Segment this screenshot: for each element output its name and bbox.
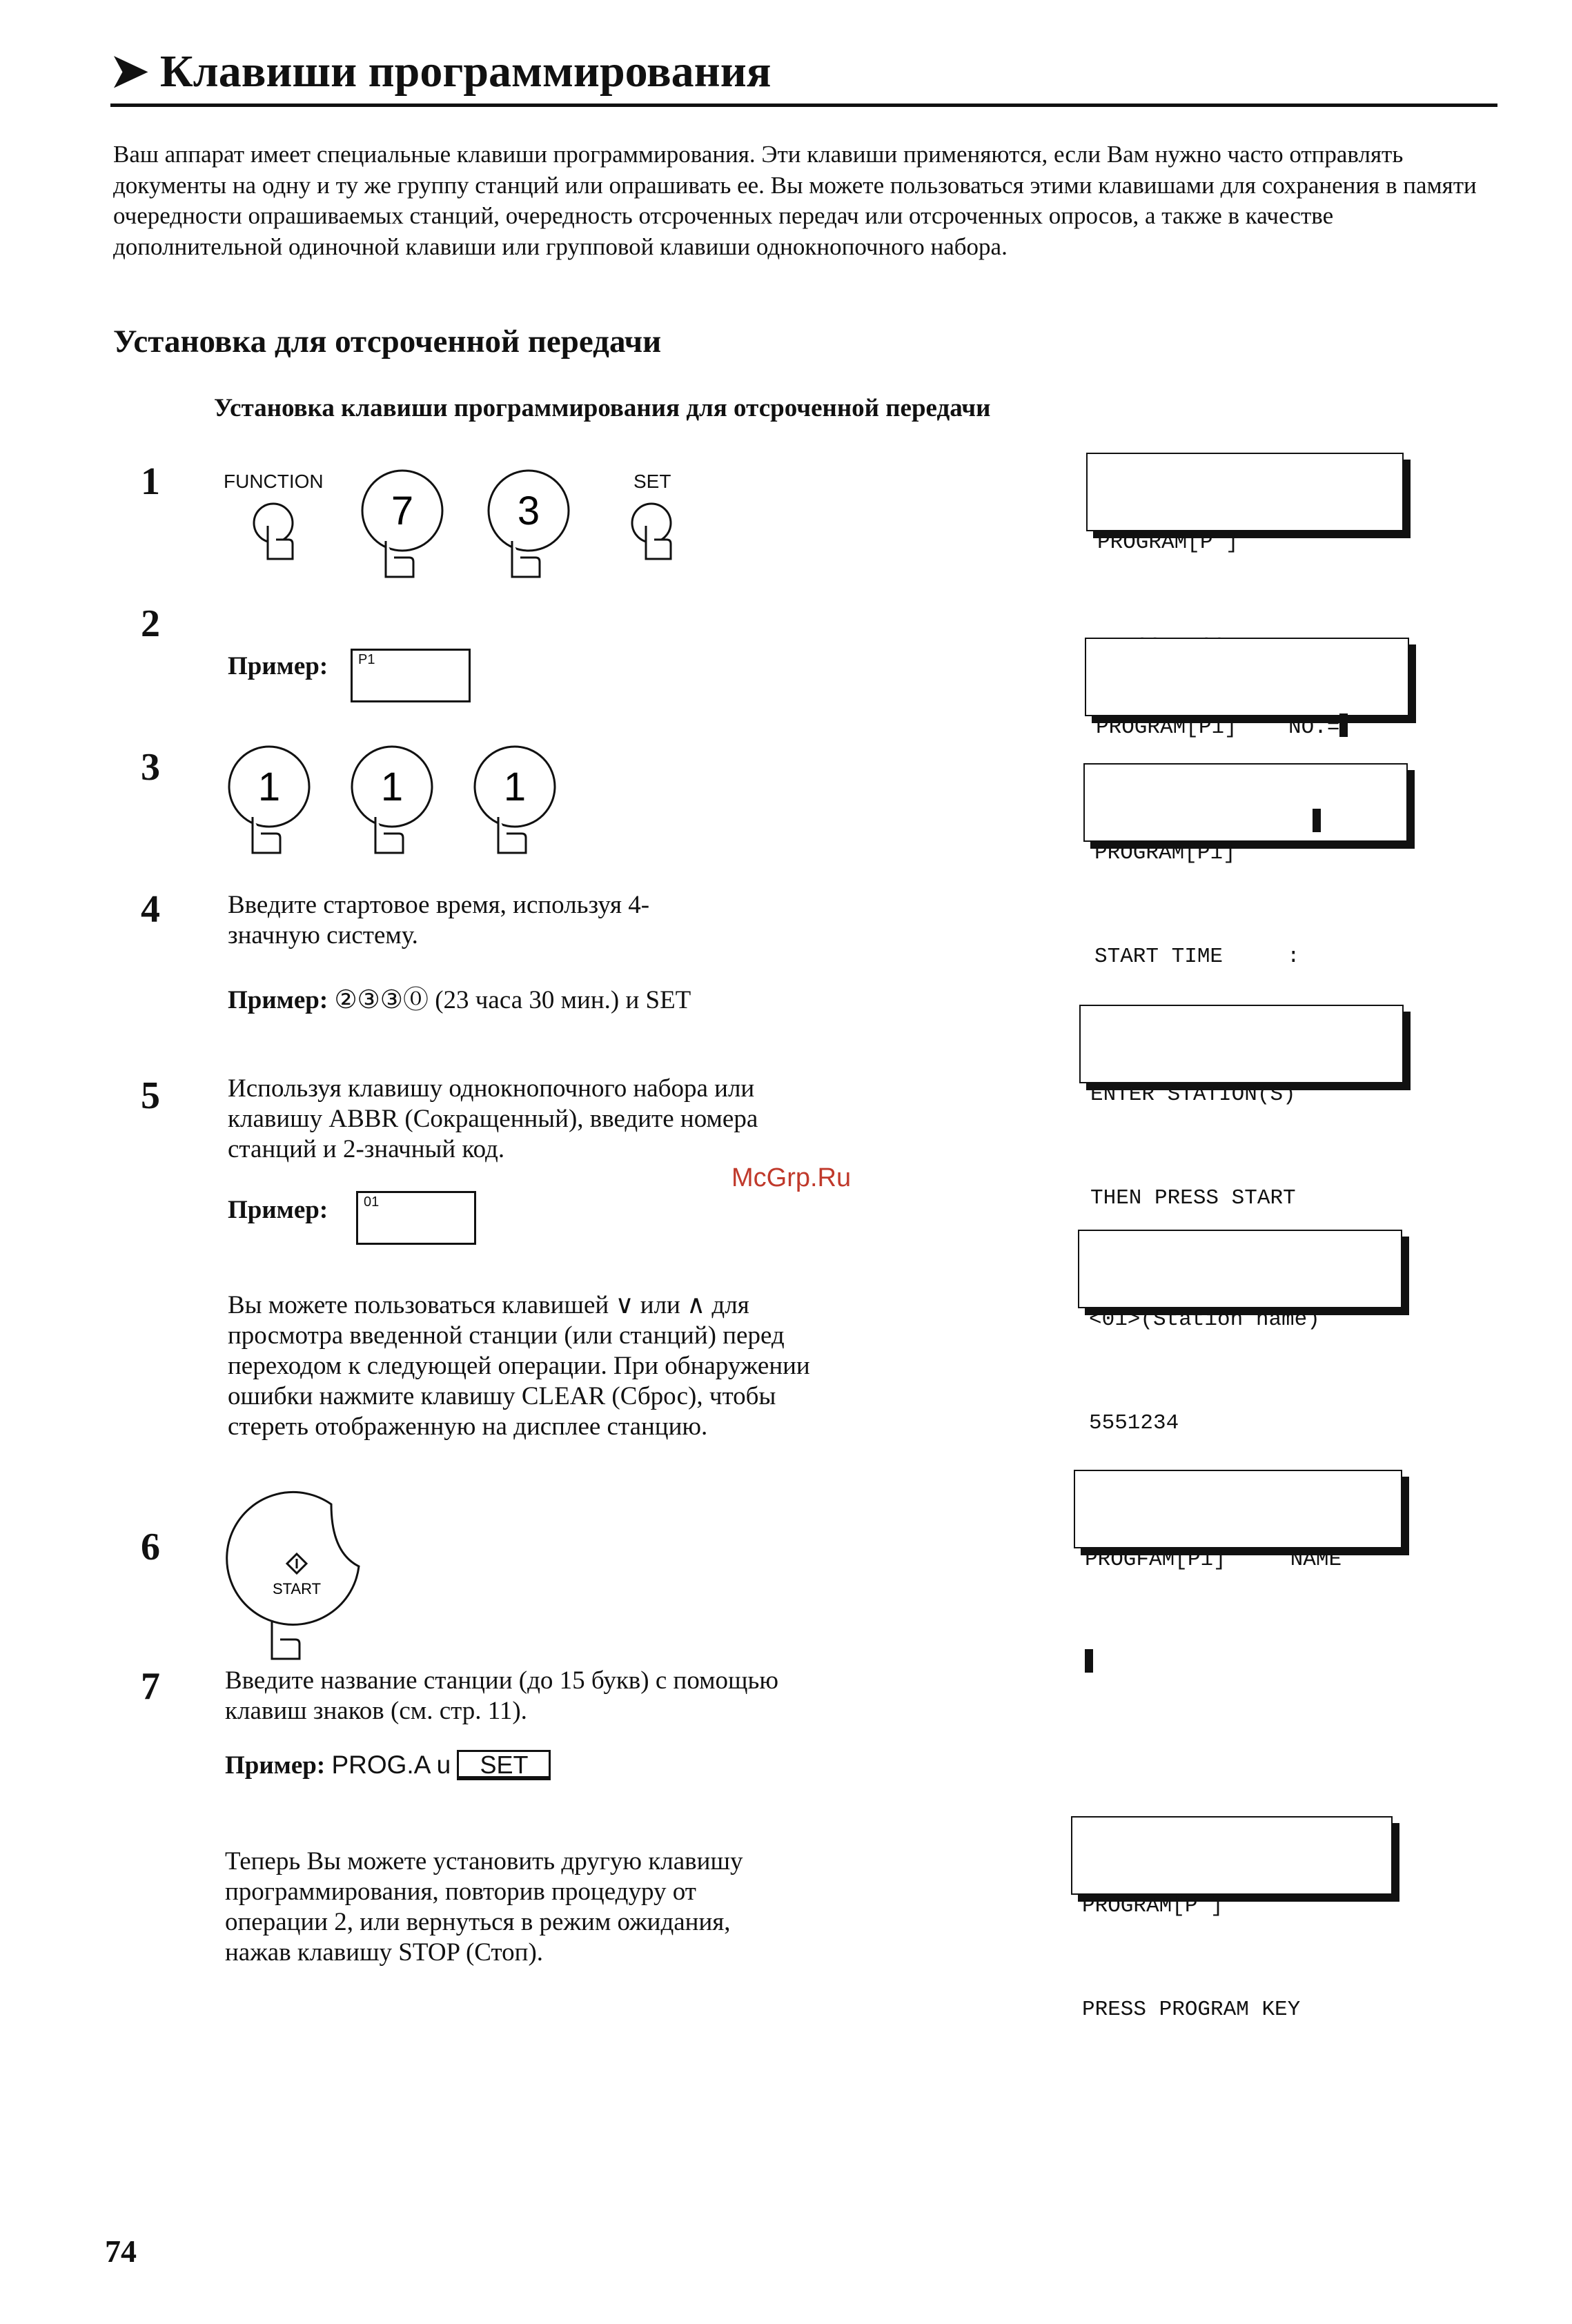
key-7-icon — [361, 469, 451, 580]
step-3-number: 3 — [141, 746, 160, 789]
cursor-icon — [1085, 1649, 1093, 1673]
lcd-5-line1: <01>(Station name) — [1089, 1308, 1320, 1332]
start-key-label: START — [272, 1580, 322, 1597]
lcd-display-6 — [1074, 1470, 1402, 1572]
step-7-example-text: PROG.A u — [331, 1751, 451, 1779]
step-2-example-label: Пример: — [228, 652, 328, 680]
step-4-example-text: (23 часа 30 мин.) и SET — [435, 986, 691, 1014]
key-1-icon — [228, 745, 317, 863]
step-4-number: 4 — [141, 888, 160, 931]
lcd-display-5 — [1078, 1230, 1402, 1435]
lcd-6-line1: PROGFAM[P1] NAME — [1085, 1548, 1342, 1572]
section-title: Установка для отсроченной передачи — [113, 324, 662, 360]
step-5-example-label: Пример: — [228, 1196, 328, 1224]
lcd-4-line2: THEN PRESS START — [1090, 1186, 1296, 1210]
key-1b-label: 1 — [380, 765, 404, 809]
set-key-icon — [631, 502, 693, 585]
title-rule — [110, 104, 1497, 107]
step-5-text: Используя клавишу однокнопочного набора или клавишу ABBR (Сокращенный), введите номера станций и 2-значный код. — [228, 1074, 758, 1163]
lcd-3-line2: START TIME : — [1094, 945, 1300, 969]
subsection-title: Установка клавиши программирования для отсроченной передачи — [214, 394, 991, 422]
cursor-icon — [1313, 809, 1321, 832]
lcd-2-line1: PROGRAM[P1] NO.= — [1096, 716, 1340, 740]
key-3-label: 3 — [517, 489, 540, 533]
lcd-5-line2: 5551234 — [1089, 1411, 1179, 1435]
lcd-3-line1: PROGRAM[P1] — [1094, 841, 1236, 865]
key-7-label: 7 — [391, 489, 414, 533]
step-5-number: 5 — [141, 1074, 160, 1117]
step-4-example-label: Пример: — [228, 986, 328, 1014]
lcd-7-line2: PRESS PROGRAM KEY — [1082, 1998, 1301, 2022]
step-5-example-box: 01 — [356, 1191, 476, 1245]
page-title — [110, 44, 771, 98]
lcd-display-1 — [1086, 453, 1404, 555]
key-1-icon — [473, 745, 563, 863]
step-6-number: 6 — [141, 1526, 160, 1568]
lcd-display-2 — [1085, 638, 1409, 740]
cursor-icon — [1339, 713, 1348, 737]
step-1-keys — [219, 469, 703, 587]
page-number: 74 — [105, 2234, 137, 2269]
watermark: McGrp.Ru — [731, 1163, 852, 1192]
lcd-display-4 — [1079, 1005, 1404, 1210]
set-key-label: SET — [633, 471, 671, 492]
step-2-number: 2 — [141, 602, 160, 645]
lcd-1-line1: PROGRAM[P ] — [1097, 531, 1239, 555]
intro-paragraph: Ваш аппарат имеет специальные клавиши программирования. Эти клавиши применяются, если Вам нужно часто отправлять документы на одну и ту же группу станций или опрашивать ее. Вы можете пользоваться этими клавишами для сохранения в памяти очередности опрашиваемых станций, очередность отсроченных передач или отсроченных опросов, а также в качестве дополнительной одиночной клавиши или групповой клавиши однокнопочного набора. — [113, 141, 1477, 260]
lcd-4-line1: ENTER STATION(S) — [1090, 1083, 1296, 1107]
step-4-example — [228, 985, 691, 1016]
step-5-note: Вы можете пользоваться клавишей ∨ или ∧ для просмотра введенной станции (или станций) перед переходом к следующей операции. При обнаружении ошибки нажмите клавишу CLEAR (Сброс), чтобы стереть отображенную на дисплее станцию. — [228, 1291, 810, 1441]
step-7-text: Введите название станции (до 15 букв) с помощью клавиш знаков (см. стр. 11). — [225, 1666, 779, 1725]
step-4-example-keys: ②③③⓪ — [334, 986, 429, 1014]
final-paragraph: Теперь Вы можете установить другую клавишу программирования, повторив процедуру от операции 2, или вернуться в режим ожидания, нажав клавишу STOP (Стоп). — [225, 1847, 743, 1967]
key-1c-label: 1 — [503, 765, 527, 809]
step-4-text: Введите стартовое время, используя 4-значную систему. — [228, 891, 650, 949]
lcd-display-3 — [1083, 763, 1408, 969]
step-7-number: 7 — [141, 1665, 160, 1708]
step-7-example — [225, 1750, 551, 1781]
key-1a-label: 1 — [257, 765, 281, 809]
lcd-7-line1: PROGRAM[P ] — [1082, 1894, 1224, 1918]
step-1-number: 1 — [141, 460, 160, 503]
start-key-icon — [228, 1497, 366, 1663]
arrow-marker-icon: ➤ — [110, 46, 149, 97]
function-key-label: FUNCTION — [224, 471, 324, 492]
step-7-example-label: Пример: — [225, 1751, 326, 1780]
set-key-box: SET — [457, 1750, 551, 1780]
page-title-text: Клавиши программирования — [159, 46, 772, 97]
key-3-icon — [487, 469, 577, 580]
function-key-icon — [253, 502, 315, 585]
key-1-icon — [351, 745, 440, 863]
lcd-display-7 — [1071, 1816, 1393, 2022]
step-2-example-box: P1 — [351, 649, 471, 702]
